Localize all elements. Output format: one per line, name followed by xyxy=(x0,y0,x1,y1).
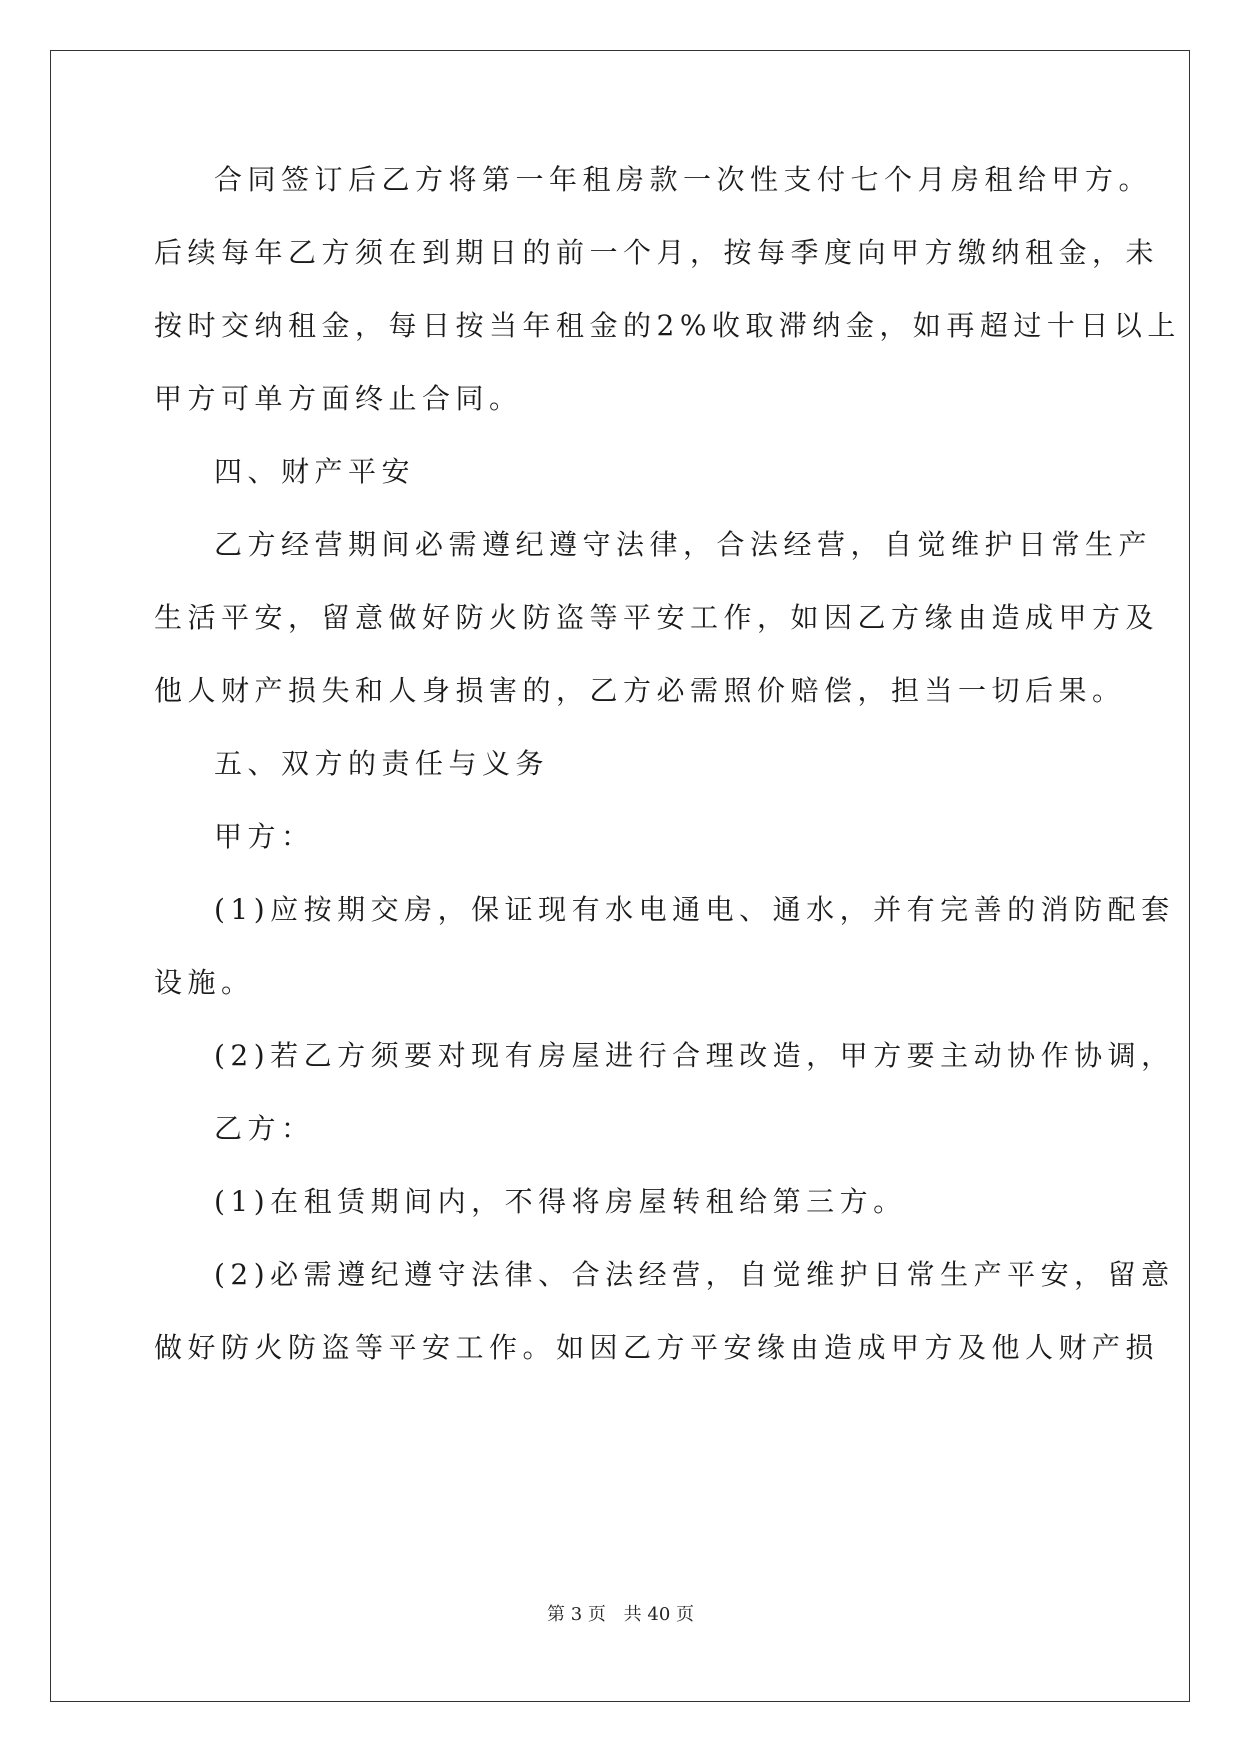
paragraph-line: 乙方经营期间必需遵纪遵守法律，合法经营，自觉维护日常生产 xyxy=(214,528,1153,561)
page-number-current: 第 3 页 xyxy=(547,1604,606,1625)
page-frame xyxy=(50,50,1190,1702)
paragraph-line: (1)在租赁期间内，不得将房屋转租给第三方。 xyxy=(214,1185,907,1218)
paragraph-line: (2)若乙方须要对现有房屋进行合理改造，甲方要主动协作协调， xyxy=(214,1039,1175,1072)
paragraph-line: (2)必需遵纪遵守法律、合法经营，自觉维护日常生产平安，留意 xyxy=(214,1258,1175,1291)
page-number-total: 共 40 页 xyxy=(623,1604,694,1625)
paragraph-line: (1)应按期交房，保证现有水电通电、通水，并有完善的消防配套 xyxy=(214,893,1175,926)
paragraph-line: 生活平安，留意做好防火防盗等平安工作，如因乙方缘由造成甲方及 xyxy=(154,601,1160,634)
paragraph-line: 设施。 xyxy=(154,966,255,999)
section-heading: 五、双方的责任与义务 xyxy=(214,747,550,780)
party-label: 乙方： xyxy=(214,1112,315,1145)
party-label: 甲方： xyxy=(214,820,315,853)
paragraph-line: 按时交纳租金，每日按当年租金的2%收取滞纳金，如再超过十日以上 xyxy=(154,309,1181,342)
paragraph-line: 后续每年乙方须在到期日的前一个月，按每季度向甲方缴纳租金，未 xyxy=(154,236,1160,269)
page-footer xyxy=(0,1600,1241,1626)
section-heading: 四、财产平安 xyxy=(214,455,416,488)
paragraph-line: 合同签订后乙方将第一年租房款一次性支付七个月房租给甲方。 xyxy=(214,163,1153,196)
paragraph-line: 他人财产损失和人身损害的，乙方必需照价赔偿，担当一切后果。 xyxy=(154,674,1126,707)
paragraph-line: 甲方可单方面终止合同。 xyxy=(154,382,523,415)
paragraph-line: 做好防火防盗等平安工作。如因乙方平安缘由造成甲方及他人财产损 xyxy=(154,1331,1160,1364)
